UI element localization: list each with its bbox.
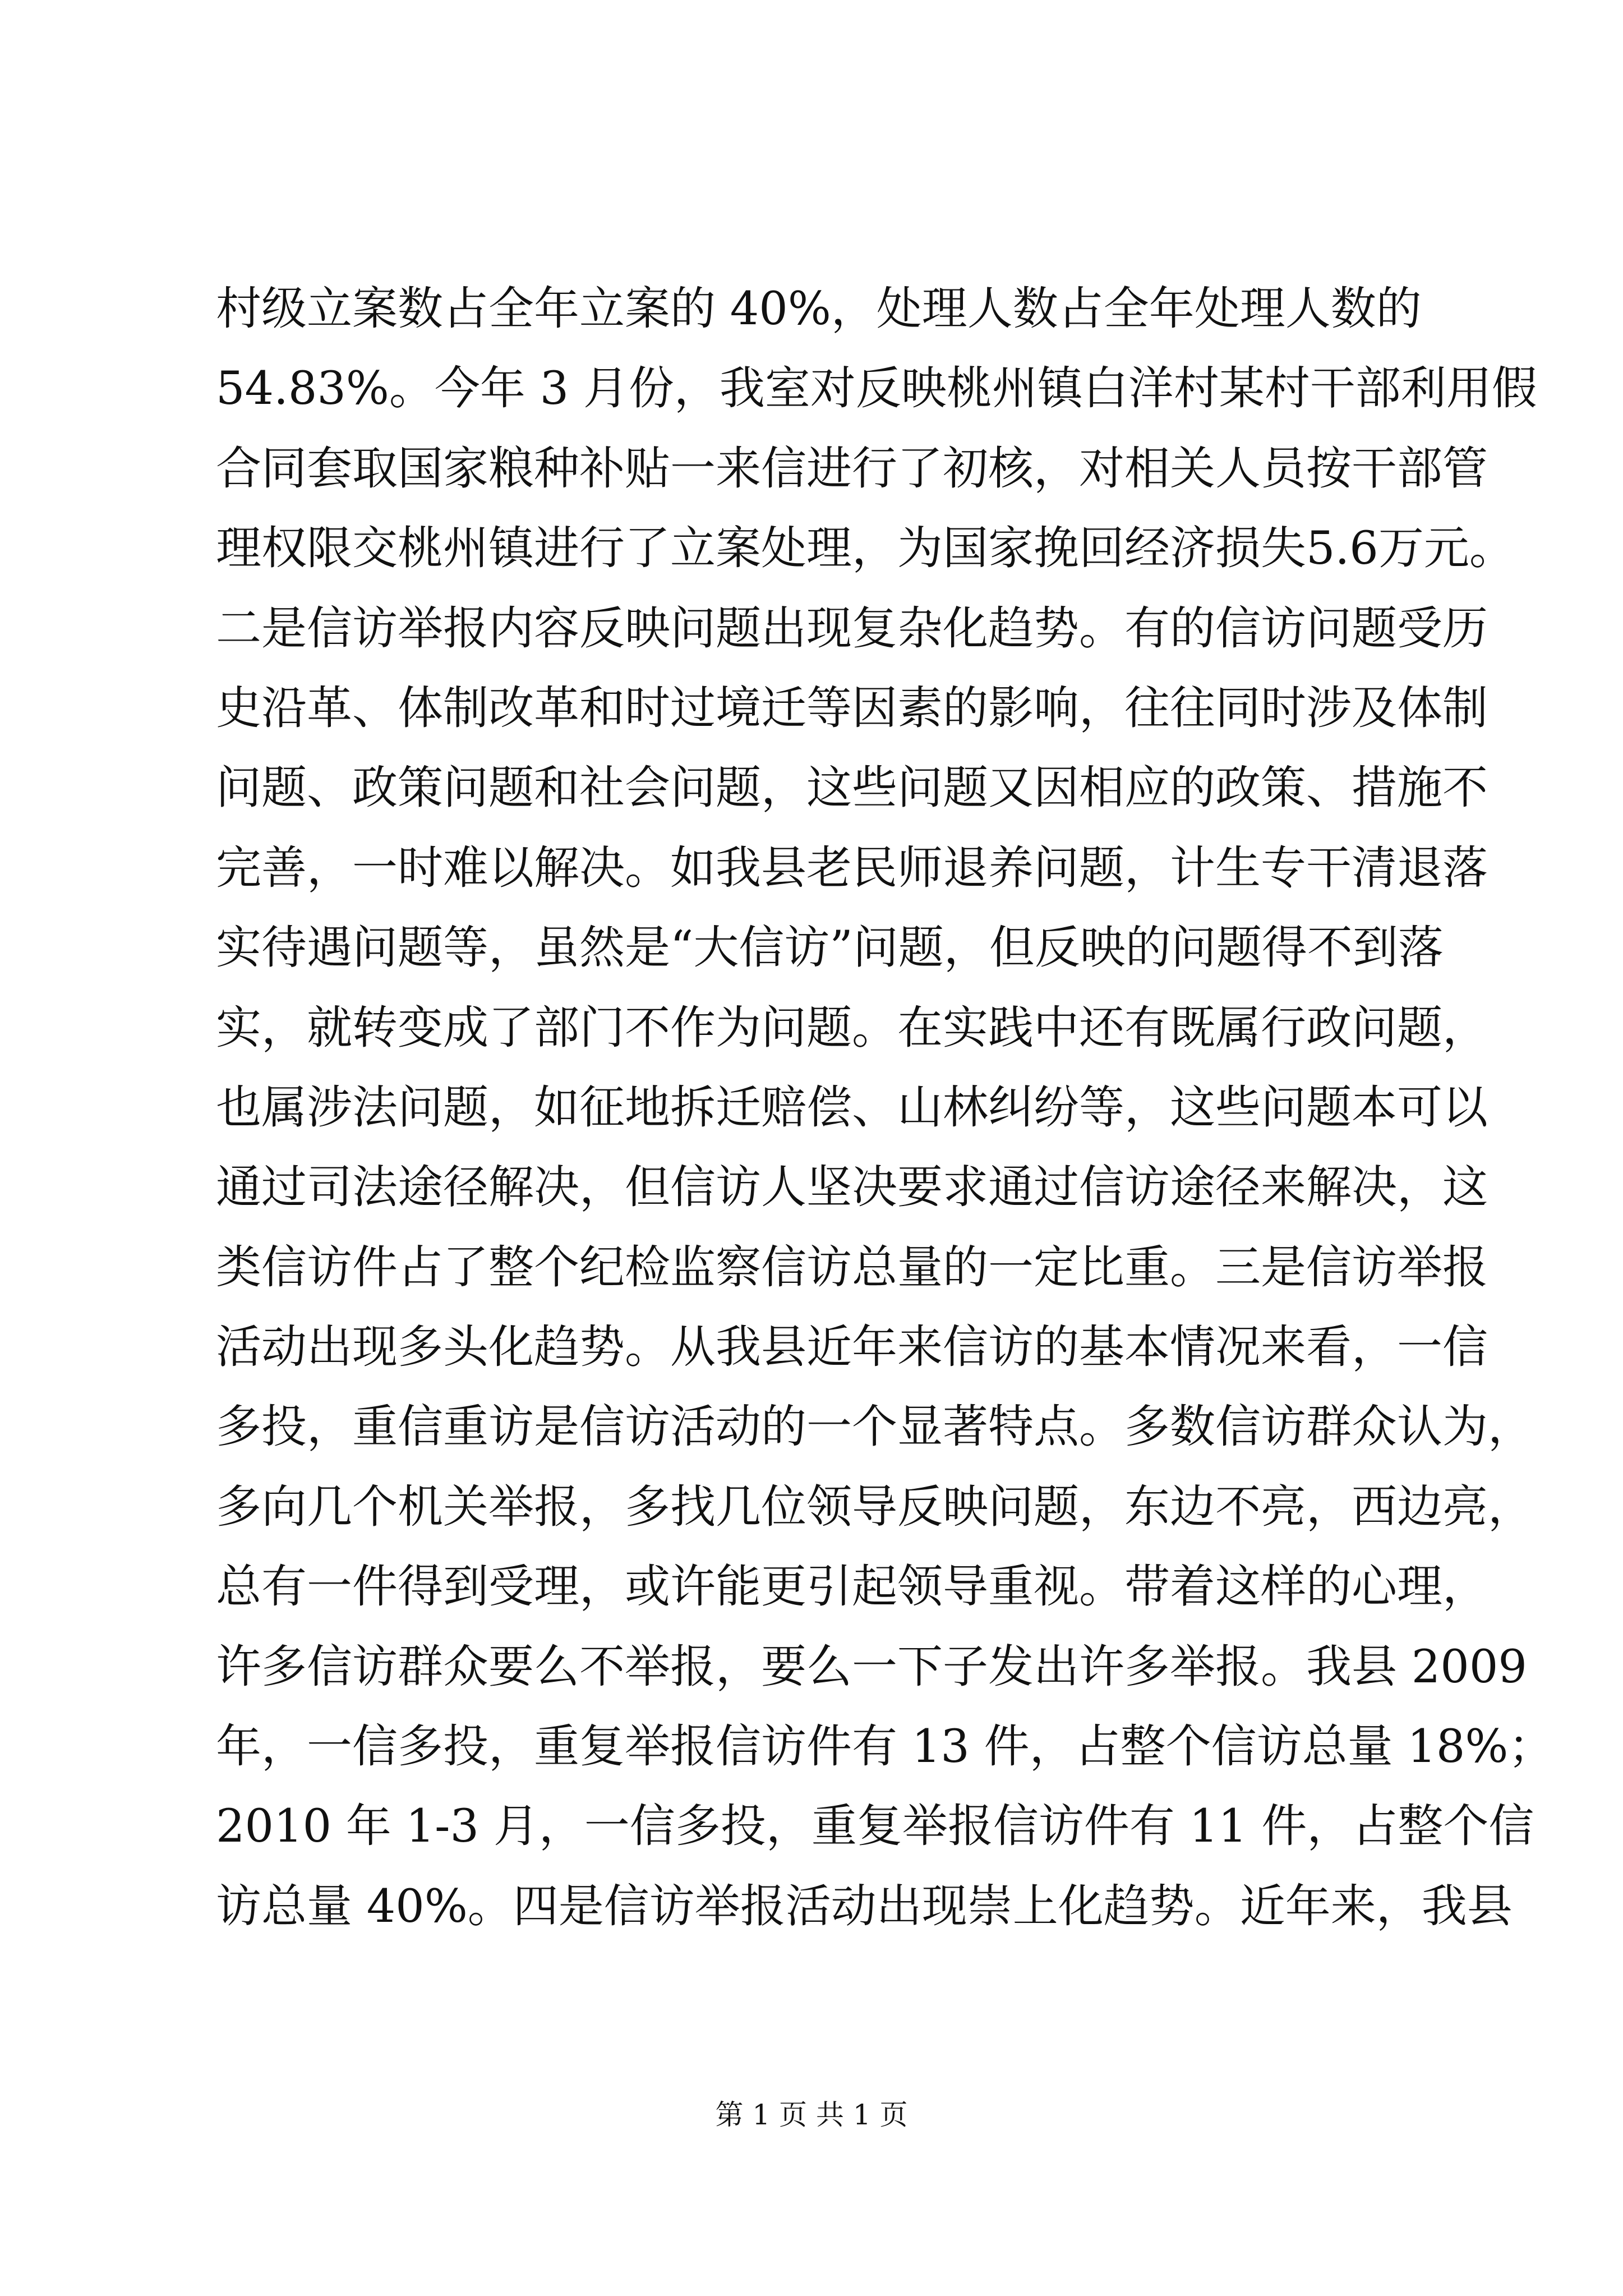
text-line-7: 问题、政策问题和社会问题，这些问题又因相应的政策、措施不	[216, 762, 1488, 815]
text-line-4: 理权限交桃州镇进行了立案处理，为国家挽回经济损失5.6万元。	[216, 522, 1515, 576]
text-line-10: 实，就转变成了部门不作为问题。在实践中还有既属行政问题，	[216, 1001, 1488, 1055]
text-line-8: 完善，一时难以解决。如我县老民师退养问题，计生专干清退落	[216, 841, 1488, 895]
text-line-18: 许多信访群众要么不举报，要么一下子发出许多举报。我县 2009	[216, 1640, 1527, 1694]
text-line-14: 活动出现多头化趋势。从我县近年来信访的基本情况来看，一信	[216, 1321, 1488, 1374]
text-line-21: 访总量 40%。四是信访举报活动出现崇上化趋势。近年来，我县	[216, 1880, 1513, 1933]
text-line-6: 史沿革、体制改革和时过境迁等因素的影响，往往同时涉及体制	[216, 682, 1488, 735]
text-line-5: 二是信访举报内容反映问题出现复杂化趋势。有的信访问题受历	[216, 602, 1488, 655]
text-line-3: 合同套取国家粮种补贴一来信进行了初核，对相关人员按干部管	[216, 442, 1488, 495]
text-line-16: 多向几个机关举报，多找几位领导反映问题，东边不亮，西边亮，	[216, 1480, 1534, 1534]
document-body	[216, 269, 1554, 1947]
text-line-20: 2010 年 1-3 月，一信多投，重复举报信访件有 11 件，占整个信	[216, 1800, 1534, 1853]
text-line-17: 总有一件得到受理，或许能更引起领导重视。带着这样的心理，	[216, 1561, 1488, 1614]
text-line-1: 村级立案数占全年立案的 40%，处理人数占全年处理人数的	[216, 283, 1422, 335]
text-line-13: 类信访件占了整个纪检监察信访总量的一定比重。三是信访举报	[216, 1241, 1488, 1294]
text-line-2: 54.83%。今年 3 月份，我室对反映桃州镇白洋村某村干部利用假	[216, 362, 1537, 416]
page-footer	[0, 2098, 1623, 2132]
text-line-12: 通过司法途径解决，但信访人坚决要求通过信访途径来解决，这	[216, 1161, 1488, 1214]
text-line-9: 实待遇问题等，虽然是“大信访”问题，但反映的问题得不到落	[216, 922, 1444, 975]
text-line-11: 也属涉法问题，如征地拆迁赔偿、山林纠纷等，这些问题本可以	[216, 1081, 1488, 1134]
page-number-label: 第 1 页 共 1 页	[715, 2099, 908, 2131]
text-line-15: 多投，重信重访是信访活动的一个显著特点。多数信访群众认为，	[216, 1401, 1534, 1454]
text-line-19: 年，一信多投，重复举报信访件有 13 件，占整个信访总量 18%；	[216, 1720, 1554, 1774]
